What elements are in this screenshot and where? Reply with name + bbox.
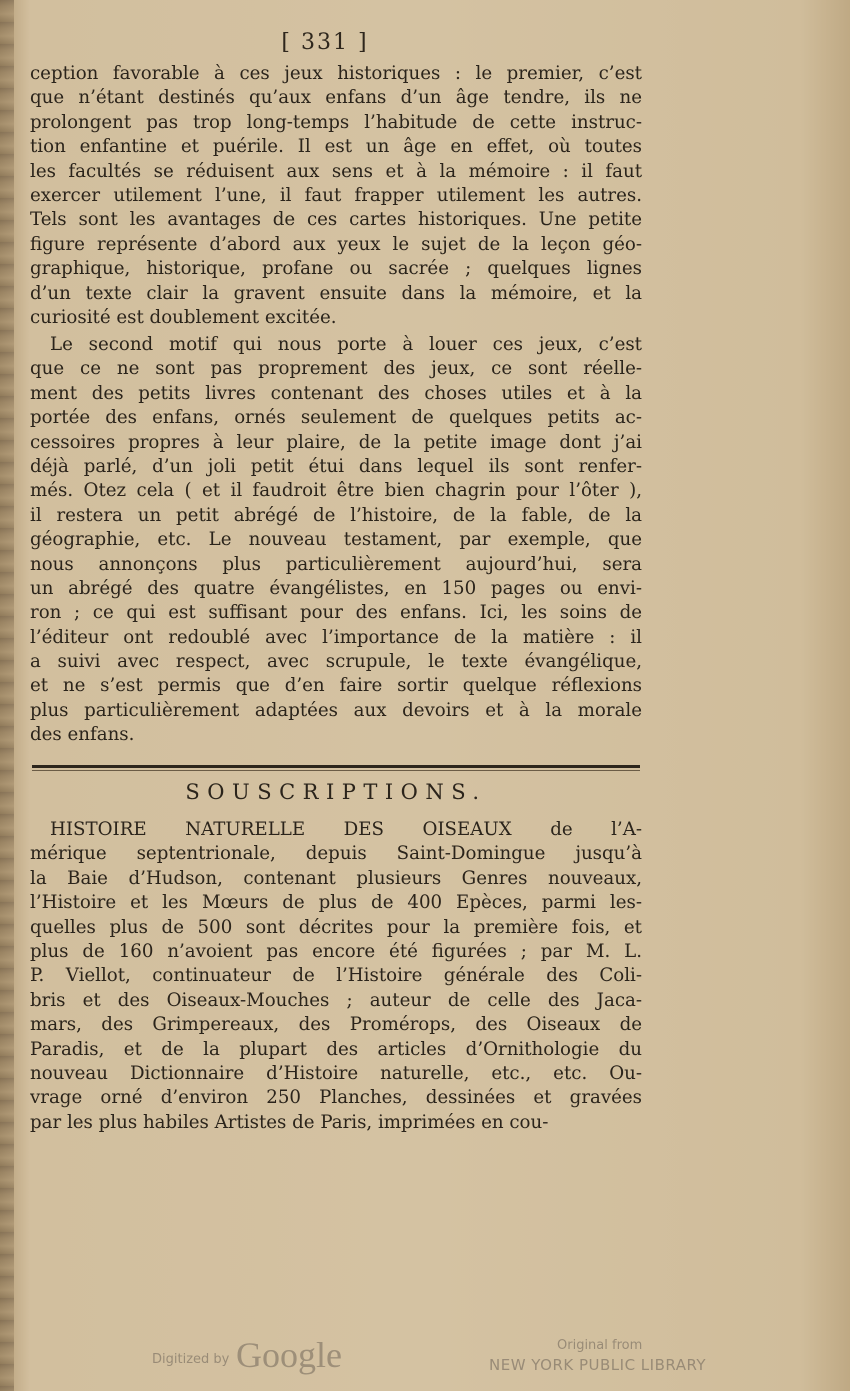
- text-line: d’un texte clair la gravent ensuite dans la mémoire, et la: [30, 282, 642, 304]
- text-line: graphique, historique, profane ou sacrée ; quelques lignes: [30, 258, 642, 280]
- paragraph-1: [30, 62, 642, 330]
- section-title: SOUSCRIPTIONS.: [185, 780, 487, 804]
- text-line: et ne s’est permis que d’en faire sortir quelque réflexions: [30, 675, 642, 697]
- text-line: des enfans.: [30, 724, 135, 746]
- page-number: [ 331 ]: [281, 30, 369, 55]
- google-logo: Google: [236, 1335, 342, 1375]
- text-line: ron ; ce qui est suffisant pour des enfans. Ici, les soins de: [30, 602, 642, 624]
- text-line: curiosité est doublement excitée.: [30, 306, 337, 328]
- text-line: portée des enfans, ornés seulement de quelques petits ac-: [30, 407, 642, 429]
- text-line: vrage orné d’environ 250 Planches, dessinées et gravées: [30, 1087, 642, 1109]
- text-line: a suivi avec respect, avec scrupule, le texte évangélique,: [30, 651, 642, 673]
- text-line: nouveau Dictionnaire d’Histoire naturelle, etc., etc. Ou-: [30, 1062, 642, 1084]
- text-line: exercer utilement l’une, il faut frapper utilement les autres.: [30, 184, 642, 206]
- text-line: déjà parlé, d’un joli petit étui dans lequel ils sont renfer-: [30, 455, 642, 477]
- text-line: plus particulièrement adaptées aux devoirs et à la morale: [30, 699, 642, 721]
- text-line: Paradis, et de la plupart des articles d’Ornithologie du: [30, 1038, 642, 1060]
- text-line: les facultés se réduisent aux sens et à la mémoire : il faut: [30, 160, 642, 182]
- scan-watermark: [0, 1335, 850, 1378]
- text-line: nous annonçons plus particulièrement aujourd’hui, sera: [30, 553, 642, 575]
- text-line: ception favorable à ces jeux historiques : le premier, c’est: [30, 63, 642, 84]
- text-line: il restera un petit abrégé de l’histoire, de la fable, de la: [30, 504, 642, 526]
- section-divider: [32, 765, 640, 768]
- text-line: que n’étant destinés qu’aux enfans d’un âge tendre, ils ne: [30, 87, 642, 109]
- text-line: par les plus habiles Artistes de Paris, imprimées en cou-: [30, 1111, 549, 1133]
- digitized-by-label: Digitized by: [152, 1352, 230, 1367]
- text-line: un abrégé des quatre évangélistes, en 150 pages ou envi-: [30, 577, 642, 599]
- text-line: HISTOIRE NATURELLE DES OISEAUX de l’A-: [50, 819, 642, 840]
- paragraph-2: [30, 333, 642, 748]
- text-line: l’éditeur ont redoublé avec l’importance de la matière : il: [30, 626, 642, 648]
- text-line: mars, des Grimpereaux, des Promérops, des Oiseaux de: [30, 1014, 642, 1036]
- text-line: l’Histoire et les Mœurs de plus de 400 Epèces, parmi les-: [30, 892, 642, 914]
- text-line: que ce ne sont pas proprement des jeux, ce sont réelle-: [30, 358, 642, 380]
- text-line: bris et des Oiseaux-Mouches ; auteur de celle des Jaca-: [30, 989, 642, 1011]
- text-line: Le second motif qui nous porte à louer ces jeux, c’est: [50, 334, 642, 355]
- section-divider-thin: [32, 770, 640, 771]
- text-line: géographie, etc. Le nouveau testament, par exemple, que: [30, 529, 642, 551]
- text-line: P. Viellot, continuateur de l’Histoire générale des Coli-: [30, 965, 642, 987]
- text-line: ment des petits livres contenant des choses utiles et à la: [30, 382, 642, 404]
- text-line: figure représente d’abord aux yeux le sujet de la leçon géo-: [30, 233, 642, 255]
- library-name: NEW YORK PUBLIC LIBRARY: [489, 1356, 707, 1374]
- text-line: la Baie d’Hudson, contenant plusieurs Genres nouveaux,: [30, 867, 642, 889]
- page-gutter: [0, 0, 14, 1391]
- paragraph-3: [30, 818, 642, 1135]
- text-line: més. Otez cela ( et il faudroit être bien chagrin pour l’ôter ),: [30, 480, 642, 502]
- text-line: prolongent pas trop long-temps l’habitude de cette instruc-: [30, 111, 642, 133]
- original-from-label: Original from: [557, 1338, 643, 1353]
- text-line: plus de 160 n’avoient pas encore été figurées ; par M. L.: [30, 940, 642, 962]
- text-line: mérique septentrionale, depuis Saint-Domingue jusqu’à: [30, 843, 642, 865]
- text-line: quelles plus de 500 sont décrites pour la première fois, et: [30, 916, 642, 938]
- text-line: cessoires propres à leur plaire, de la petite image dont j’ai: [30, 431, 642, 453]
- text-line: tion enfantine et puérile. Il est un âge en effet, où toutes: [30, 136, 642, 158]
- text-line: Tels sont les avantages de ces cartes historiques. Une petite: [30, 209, 642, 231]
